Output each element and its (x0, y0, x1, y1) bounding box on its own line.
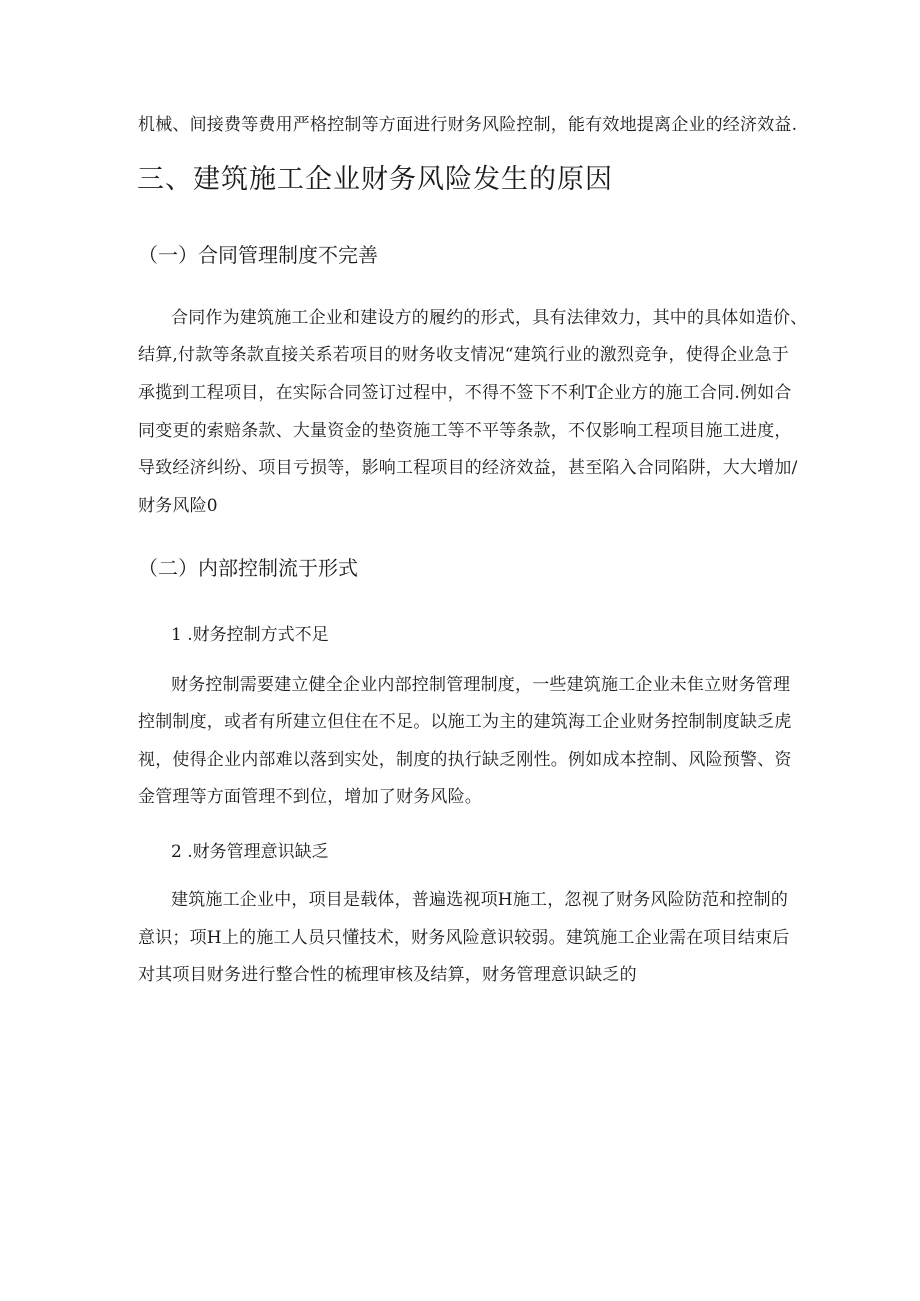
paragraph-line: 合同作为建筑施工企业和建设方的履约的形式，具有法律效力，其中的具体如造价、 (171, 308, 808, 328)
paragraph-line: 结算,付款等条款直接关系若项目的财务收支情况“建筑行业的激烈竞争，使得企业急于 (138, 345, 789, 365)
paragraph-line: 财务风险0 (138, 496, 218, 516)
continuation-line: 机械、间接费等费用严格控制等方面进行财务风险控制，能有效地提离企业的经济效益. (138, 115, 798, 135)
paragraph-line: 同变更的索赔条款、大量资金的垫资施工等不平等条款，不仅影响工程项目施工进度， (138, 421, 792, 441)
item-title: 1 .财务控制方式不足 (171, 625, 329, 645)
paragraph-line: 意识；项H上的施工人员只懂技术，财务风险意识较弱。建筑施工企业需在项目结束后 (138, 928, 790, 948)
paragraph-line: 财务控制需要建立健全企业内部控制管理制度，一些建筑施工企业未隹立财务管理 (171, 675, 791, 695)
paragraph-line: 导致经济纠纷、项目亏损等，影响工程项目的经济效益，甚至陷入合同陷阱，大大增加/ (138, 458, 798, 478)
paragraph-line: 建筑施工企业中，项目是载体，普遍选视项H施工，忽视了财务风险防范和控制的 (171, 890, 789, 910)
paragraph-line: 承揽到工程项目，在实际合同签订过程中，不得不签下不利T企业方的施工合同.例如合 (138, 383, 792, 403)
item-title: 2 .财务管理意识缺乏 (171, 842, 329, 862)
subsection-title: （一）合同管理制度不完善 (138, 243, 378, 267)
paragraph-line: 金管理等方面管理不到位，增加了财务风险。 (138, 787, 482, 807)
section-title: 三、建筑施工企业财务风险发生的原因 (137, 164, 613, 195)
paragraph-line: 视，使得企业内部难以落到实处，制度的执行缺乏刚性。例如成本控制、风险预警、资 (138, 750, 792, 770)
paragraph-line: 控制制度，或者有所建立但住在不足。以施工为主的建筑海工企业财务控制制度缺乏虎 (138, 712, 792, 732)
subsection-title: （二）内部控制流于形式 (138, 556, 358, 580)
paragraph-line: 对其项目财务进行整合性的梳理审核及结算，财务管理意识缺乏的 (138, 965, 637, 985)
